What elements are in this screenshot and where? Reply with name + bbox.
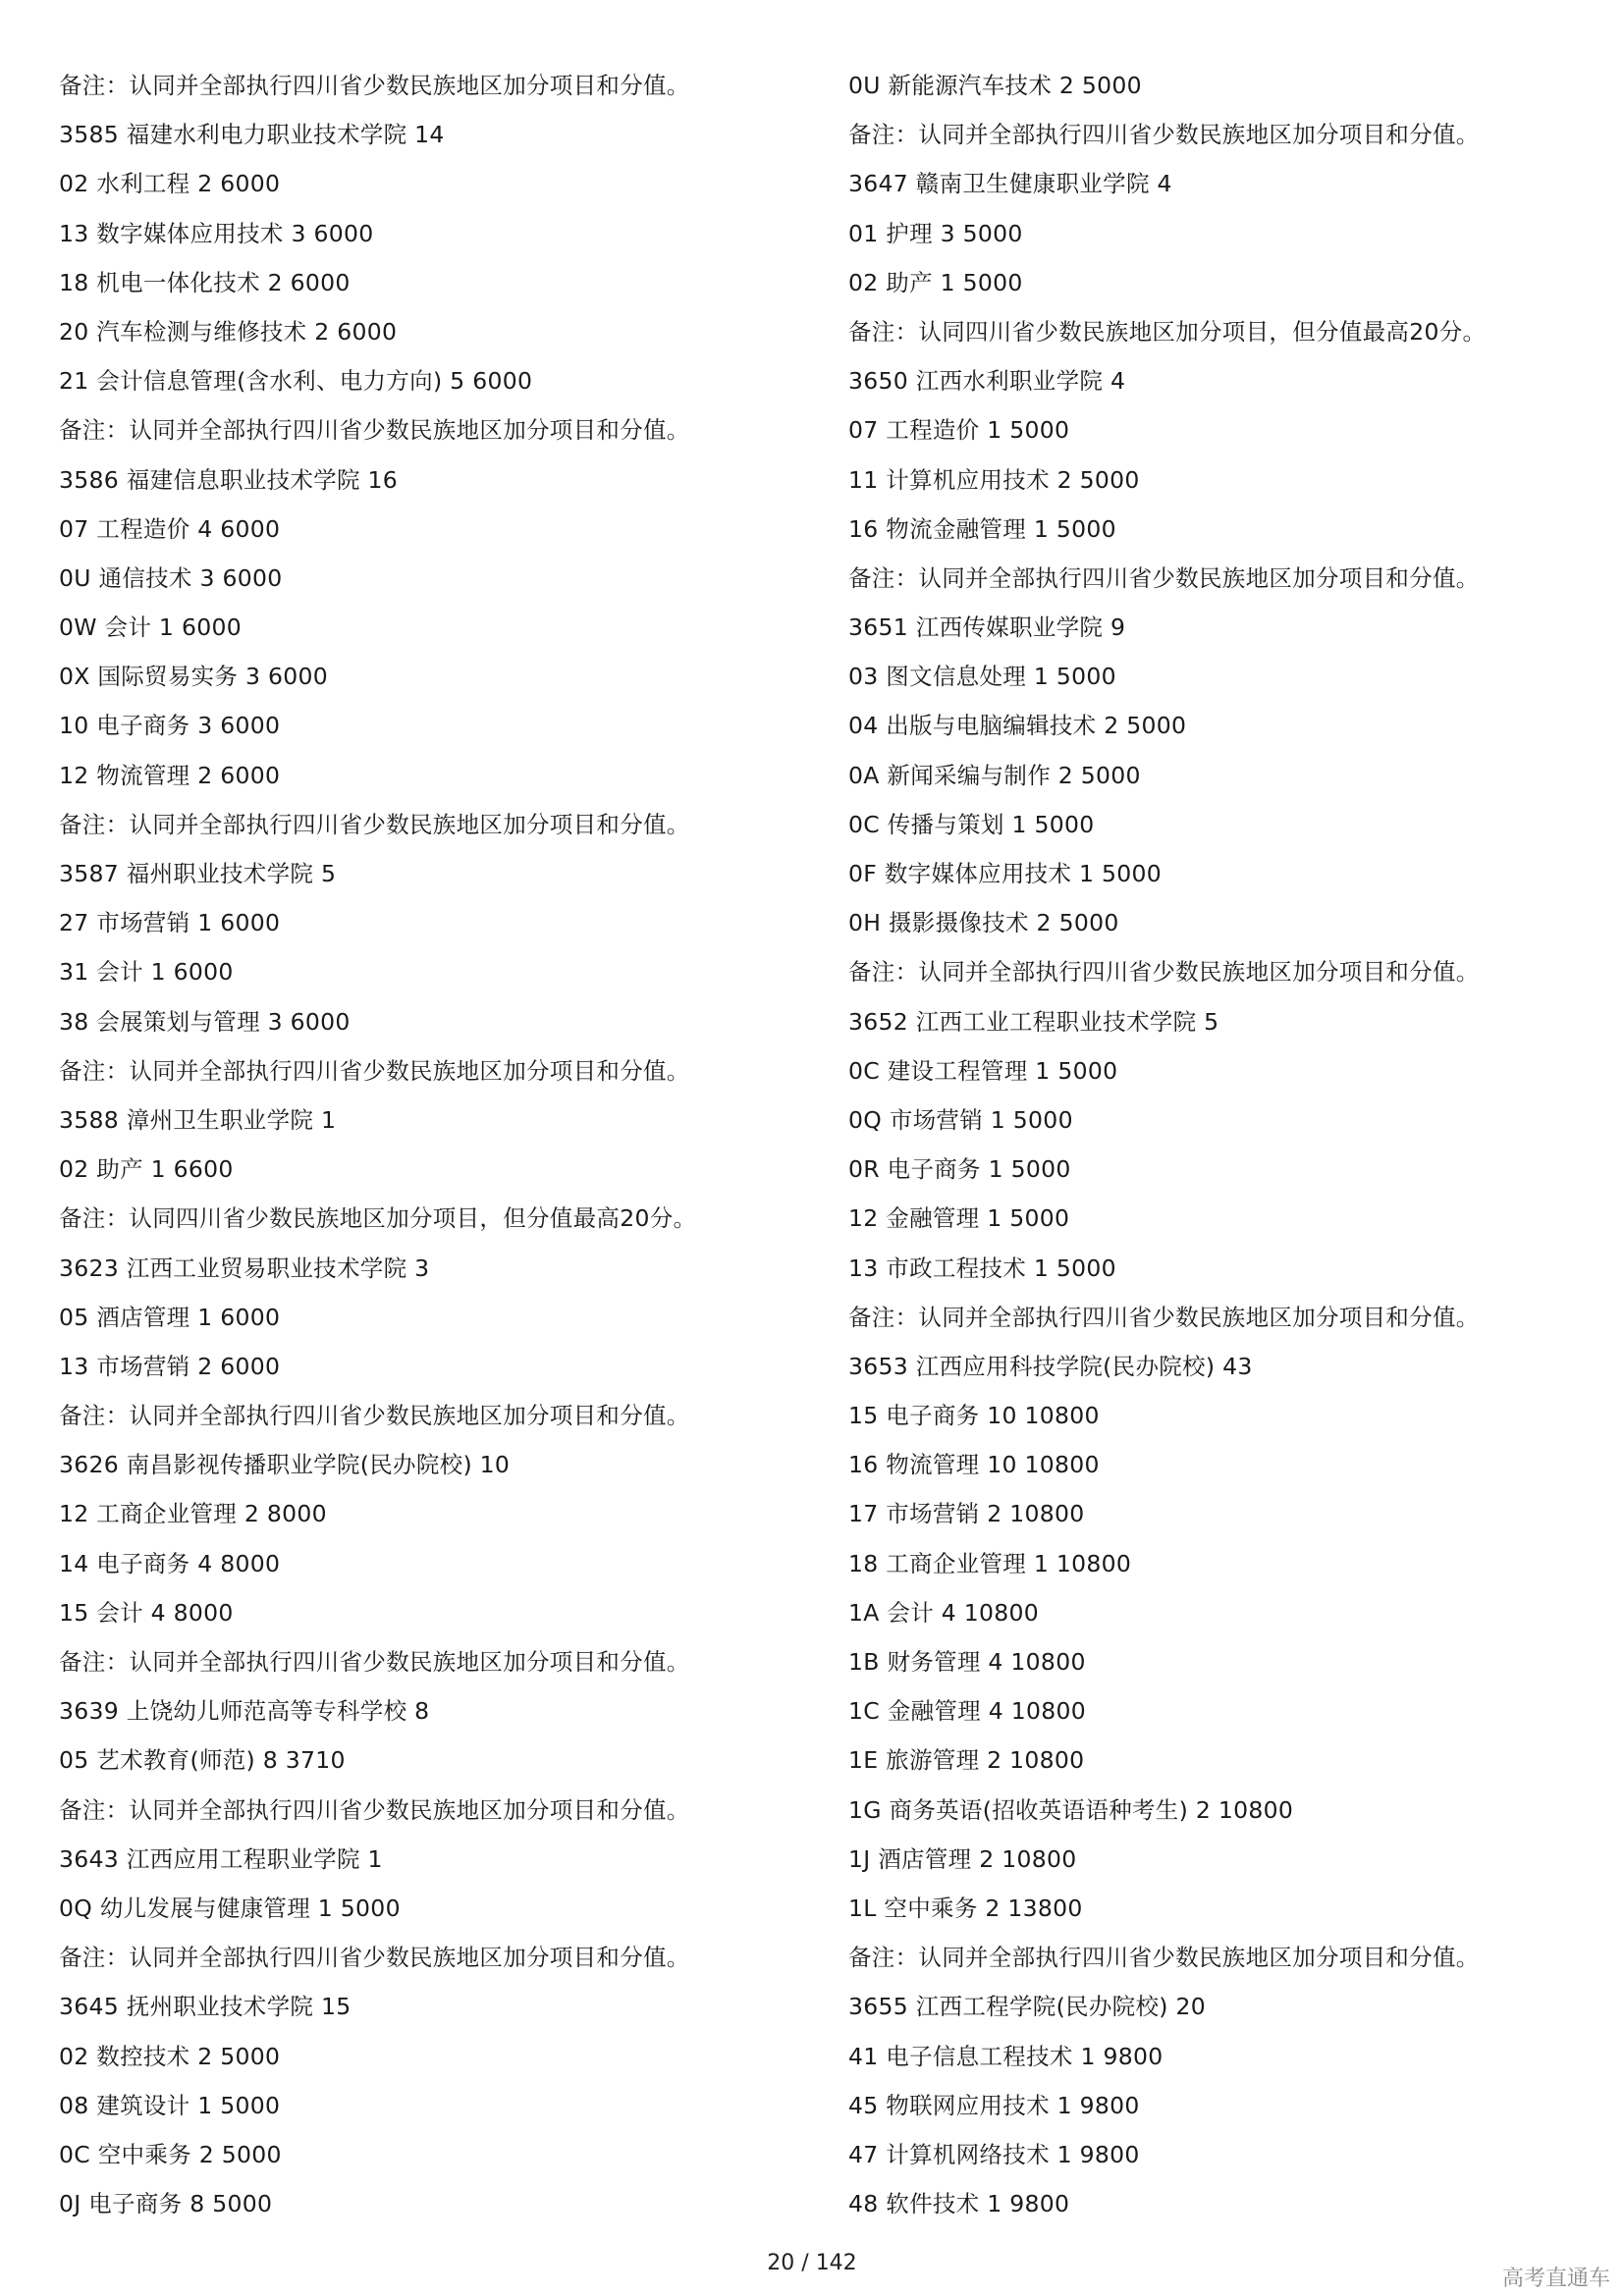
major-line: 0U 通信技术 3 6000 [59, 563, 283, 592]
major-line: 17 市场营销 2 10800 [848, 1500, 1085, 1528]
major-line: 0Q 市场营销 1 5000 [848, 1105, 1073, 1134]
remark-line: 备注：认同并全部执行四川省少数民族地区加分项目和分值。 [59, 1944, 690, 1972]
major-line: 48 软件技术 1 9800 [848, 2190, 1070, 2218]
institution-header: 3651 江西传媒职业学院 9 [848, 614, 1126, 642]
major-line: 0H 摄影摄像技术 2 5000 [848, 909, 1119, 937]
major-line: 15 电子商务 10 10800 [848, 1402, 1100, 1430]
major-line: 0R 电子商务 1 5000 [848, 1155, 1071, 1184]
institution-header: 3587 福州职业技术学院 5 [59, 860, 337, 887]
remark-line: 备注：认同并全部执行四川省少数民族地区加分项目和分值。 [59, 72, 690, 99]
major-line: 13 数字媒体应用技术 3 6000 [59, 219, 374, 247]
major-line: 02 数控技术 2 5000 [59, 2042, 281, 2070]
major-line: 21 会计信息管理(含水利、电力方向) 5 6000 [59, 367, 533, 396]
institution-header: 3655 江西工程学院(民办院校) 20 [848, 1993, 1206, 2021]
remark-line: 备注：认同并全部执行四川省少数民族地区加分项目和分值。 [848, 121, 1480, 149]
major-line: 27 市场营销 1 6000 [59, 909, 281, 937]
major-line: 05 酒店管理 1 6000 [59, 1303, 281, 1331]
major-line: 04 出版与电脑编辑技术 2 5000 [848, 712, 1187, 740]
institution-header: 3586 福建信息职业技术学院 16 [59, 465, 399, 494]
left-column [59, 61, 835, 2228]
remark-line: 备注：认同并全部执行四川省少数民族地区加分项目和分值。 [848, 1303, 1480, 1331]
major-line: 02 助产 1 6600 [59, 1155, 234, 1184]
major-line: 47 计算机网络技术 1 9800 [848, 2140, 1140, 2168]
remark-line: 备注：认同并全部执行四川省少数民族地区加分项目和分值。 [848, 563, 1480, 592]
major-line: 16 物流管理 10 10800 [848, 1451, 1100, 1479]
institution-header: 3623 江西工业贸易职业技术学院 3 [59, 1254, 430, 1282]
major-line: 18 工商企业管理 1 10800 [848, 1549, 1132, 1577]
major-line: 38 会展策划与管理 3 6000 [59, 1007, 351, 1036]
major-line: 0U 新能源汽车技术 2 5000 [848, 72, 1142, 99]
remark-line: 备注：认同并全部执行四川省少数民族地区加分项目和分值。 [848, 1944, 1480, 1972]
major-line: 05 艺术教育(师范) 8 3710 [59, 1746, 346, 1775]
major-line: 15 会计 4 8000 [59, 1598, 234, 1627]
institution-header: 3650 江西水利职业学院 4 [848, 367, 1126, 396]
institution-header: 3626 南昌影视传播职业学院(民办院校) 10 [59, 1451, 511, 1479]
major-line: 11 计算机应用技术 2 5000 [848, 465, 1140, 494]
major-line: 1B 财务管理 4 10800 [848, 1648, 1086, 1676]
major-line: 14 电子商务 4 8000 [59, 1549, 281, 1577]
major-line: 13 市场营销 2 6000 [59, 1352, 281, 1380]
major-line: 10 电子商务 3 6000 [59, 712, 281, 740]
major-line: 18 机电一体化技术 2 6000 [59, 268, 351, 296]
major-line: 02 助产 1 5000 [848, 268, 1023, 296]
institution-header: 3647 赣南卫生健康职业学院 4 [848, 170, 1172, 198]
major-line: 31 会计 1 6000 [59, 958, 234, 987]
institution-header: 3585 福建水利电力职业技术学院 14 [59, 121, 445, 149]
institution-header: 3645 抚州职业技术学院 15 [59, 1993, 352, 2021]
major-line: 1J 酒店管理 2 10800 [848, 1844, 1077, 1873]
remark-line: 备注：认同并全部执行四川省少数民族地区加分项目和分值。 [59, 1648, 690, 1676]
major-line: 02 水利工程 2 6000 [59, 170, 281, 198]
major-line: 0W 会计 1 6000 [59, 614, 242, 642]
major-line: 16 物流金融管理 1 5000 [848, 514, 1116, 543]
major-line: 13 市政工程技术 1 5000 [848, 1254, 1116, 1282]
major-line: 20 汽车检测与维修技术 2 6000 [59, 317, 398, 346]
remark-line: 备注：认同并全部执行四川省少数民族地区加分项目和分值。 [59, 416, 690, 445]
remark-line: 备注：认同并全部执行四川省少数民族地区加分项目和分值。 [848, 958, 1480, 987]
remark-line: 备注：认同四川省少数民族地区加分项目，但分值最高20分。 [848, 317, 1487, 346]
remark-line: 备注：认同并全部执行四川省少数民族地区加分项目和分值。 [59, 810, 690, 838]
major-line: 0A 新闻采编与制作 2 5000 [848, 761, 1141, 789]
major-line: 01 护理 3 5000 [848, 219, 1023, 247]
major-line: 07 工程造价 1 5000 [848, 416, 1070, 445]
major-line: 0F 数字媒体应用技术 1 5000 [848, 860, 1163, 887]
institution-header: 3588 漳州卫生职业学院 1 [59, 1105, 337, 1134]
major-line: 1L 空中乘务 2 13800 [848, 1894, 1083, 1922]
major-line: 1C 金融管理 4 10800 [848, 1697, 1086, 1726]
major-line: 41 电子信息工程技术 1 9800 [848, 2042, 1164, 2070]
major-line: 0Q 幼儿发展与健康管理 1 5000 [59, 1894, 401, 1922]
remark-line: 备注：认同并全部执行四川省少数民族地区加分项目和分值。 [59, 1402, 690, 1430]
major-line: 08 建筑设计 1 5000 [59, 2091, 281, 2119]
major-line: 03 图文信息处理 1 5000 [848, 663, 1116, 691]
institution-header: 3643 江西应用工程职业学院 1 [59, 1844, 383, 1873]
major-line: 12 金融管理 1 5000 [848, 1204, 1070, 1233]
major-line: 07 工程造价 4 6000 [59, 514, 281, 543]
institution-header: 3652 江西工业工程职业技术学院 5 [848, 1007, 1219, 1036]
major-line: 0C 传播与策划 1 5000 [848, 810, 1095, 838]
major-line: 0J 电子商务 8 5000 [59, 2190, 273, 2218]
major-line: 0C 空中乘务 2 5000 [59, 2140, 282, 2168]
remark-line: 备注：认同并全部执行四川省少数民族地区加分项目和分值。 [59, 1056, 690, 1085]
major-line: 12 物流管理 2 6000 [59, 761, 281, 789]
major-line: 0X 国际贸易实务 3 6000 [59, 663, 329, 691]
remark-line: 备注：认同四川省少数民族地区加分项目，但分值最高20分。 [59, 1204, 697, 1233]
major-line: 1A 会计 4 10800 [848, 1598, 1040, 1627]
brand-watermark: 高考直通车 [1501, 2267, 1610, 2291]
major-line: 0C 建设工程管理 1 5000 [848, 1056, 1118, 1085]
institution-header: 3653 江西应用科技学院(民办院校) 43 [848, 1352, 1253, 1380]
institution-header: 3639 上饶幼儿师范高等专科学校 8 [59, 1697, 430, 1726]
major-line: 45 物联网应用技术 1 9800 [848, 2091, 1140, 2119]
right-column [848, 61, 1624, 2228]
major-line: 1E 旅游管理 2 10800 [848, 1746, 1085, 1775]
remark-line: 备注：认同并全部执行四川省少数民族地区加分项目和分值。 [59, 1795, 690, 1824]
major-line: 12 工商企业管理 2 8000 [59, 1500, 327, 1528]
major-line: 1G 商务英语(招收英语语种考生) 2 10800 [848, 1795, 1294, 1824]
page-number: 20 / 142 [767, 2251, 857, 2275]
